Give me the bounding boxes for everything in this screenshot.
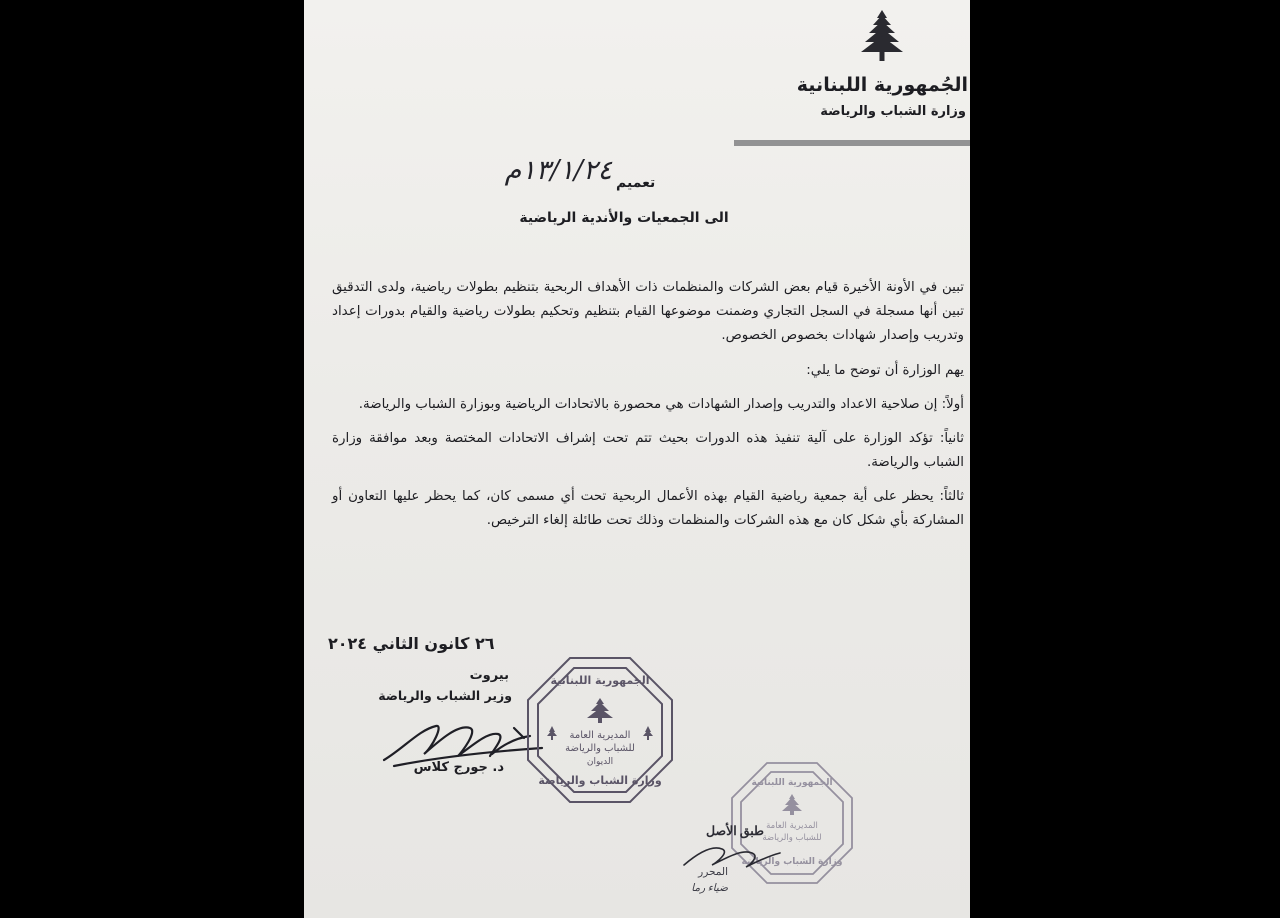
addressee-line: الى الجمعيات والأندية الرياضية xyxy=(519,210,729,226)
circular-title: تعميم xyxy=(616,175,656,191)
signoff-city: بيروت xyxy=(469,668,509,683)
body-paragraph-lead: يهم الوزارة أن توضح ما يلي: xyxy=(806,363,964,378)
stamp-a-line2: للشباب والرياضة xyxy=(565,743,635,754)
document-sheet xyxy=(304,0,970,918)
stamp-a-bottom-text: وزارة الشباب والرياضة xyxy=(538,774,662,787)
circular-body xyxy=(332,276,964,533)
signatory-title: وزير الشباب والرياضة xyxy=(378,688,512,703)
editor-label: المحرر xyxy=(698,867,728,878)
body-paragraph-second: ثانياً: تؤكد الوزارة على آلية تنفيذ هذه الدورات بحيث تتم تحت إشراف الاتحادات المختصة وبعد موافقة وزارة الشباب والرياضة. xyxy=(332,431,964,470)
cedar-logo-icon xyxy=(857,8,907,63)
stamp-b-top-text: الجمهورية اللبنانية xyxy=(751,778,833,788)
header-divider xyxy=(734,140,970,146)
stamp-b-bottom-text: وزارة الشباب والرياضة xyxy=(741,857,843,867)
ministry-stamp-icon xyxy=(524,654,676,806)
certified-copy-note: طبق الأصل xyxy=(706,824,764,838)
stamp-a-line3: الديوان xyxy=(586,757,614,767)
editor-name: ضياء رما xyxy=(691,883,728,894)
ministry-heading: وزارة الشباب والرياضة xyxy=(820,104,966,119)
body-paragraph-first: أولاً: إن صلاحية الاعداد والتدريب وإصدار الشهادات هي محصورة بالاتحادات الرياضية وبوزارة الشباب والرياضة. xyxy=(358,397,964,412)
republic-heading: الجُمهورية اللبنانية xyxy=(796,74,968,96)
body-paragraph-intro: تبين في الأونة الأخيرة قيام بعض الشركات والمنظمات ذات الأهداف الربحية بتنظيم بطولات رياضية، ولدى التدقيق تبين أنها مسجلة في السجل التجاري وضمنت موضوعها القيام بتنظيم وتحكيم بطولات رياضية والقيام بدورات إعداد وتدريب وإصدار شهادات بخصوص الخصوص. xyxy=(332,280,964,343)
stamp-a-line1: المديرية العامة xyxy=(569,730,631,741)
signoff-date: ٢٦ كانون الثاني ٢٠٢٤ xyxy=(328,634,495,653)
stamp-a-top-text: الجمهورية اللبنانية xyxy=(550,674,650,687)
circular-date: ١٣/١/٢٤م xyxy=(504,155,612,186)
signatory-name: د. جورج كلاس xyxy=(413,760,504,775)
stamp-b-line1: المديرية العامة xyxy=(766,821,818,831)
body-paragraph-third: ثالثاً: يحظر على أية جمعية رياضية القيام بهذه الأعمال الربحية تحت أي مسمى كان، كما يحظر عليها التعاون أو المشاركة بأي شكل كان مع هذه الشركات والمنظمات وذلك تحت طائلة إلغاء الترخيص. xyxy=(332,489,964,528)
stamp-b-line2: للشباب والرياضة xyxy=(762,833,822,843)
